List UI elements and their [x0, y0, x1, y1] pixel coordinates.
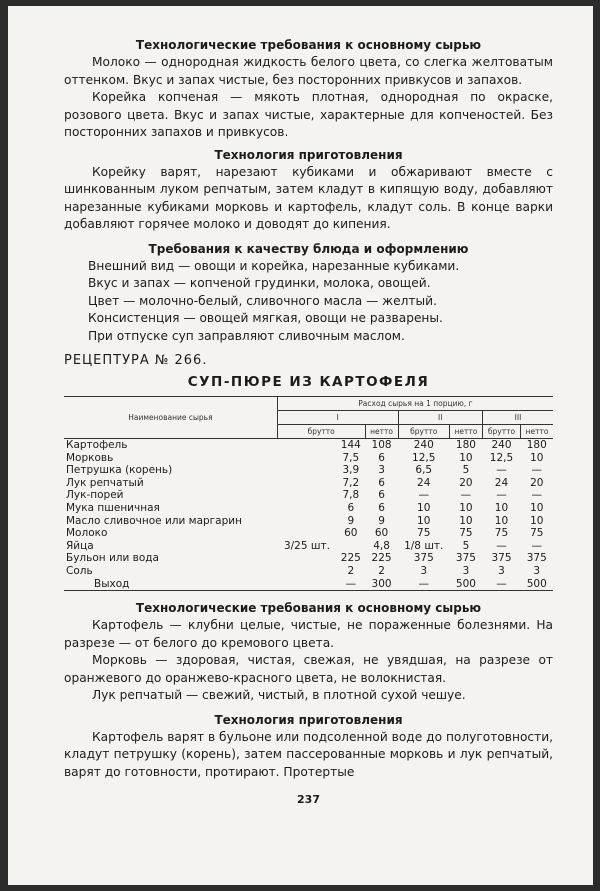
cell-value	[337, 540, 366, 553]
cell-value: 24	[494, 476, 509, 489]
sub-header: брутто	[277, 425, 365, 439]
cell-value: 6	[378, 489, 385, 502]
sub-header: брутто	[482, 425, 520, 439]
table-row	[64, 552, 553, 565]
cell-value: 3	[420, 564, 428, 577]
cell-value: 3	[533, 564, 541, 577]
yield-row	[64, 578, 553, 591]
section-heading: Технология приготовления	[214, 712, 403, 727]
cell-value: 1/8 шт.	[404, 539, 444, 552]
book-page	[8, 6, 593, 885]
ingredient-qty-note	[277, 527, 336, 540]
table-row	[64, 452, 553, 465]
cell-value: 75	[459, 527, 473, 540]
table-row	[64, 540, 553, 553]
sub-header: нетто	[449, 425, 482, 439]
cell-value: 375	[455, 552, 476, 565]
quality-line: Консистенция — овощей мягкая, овощи не разварены.	[88, 311, 443, 325]
cell-value: 20	[530, 476, 544, 489]
quality-line: При отпуске суп заправляют сливочным маслом.	[88, 328, 405, 343]
cell-value: 75	[417, 527, 431, 540]
quality-line: Вкус и запах — копченой грудинки, молока, овощей.	[88, 276, 431, 290]
section-heading: Требования к качеству блюда и оформлению	[148, 241, 469, 256]
yield-value: —	[496, 577, 507, 590]
table-row	[64, 502, 553, 515]
yield-value: 300	[371, 577, 392, 590]
cell-value: 3	[462, 564, 470, 577]
cell-value: 75	[530, 527, 544, 540]
group-header: Расход сырья на 1 порцию, г	[277, 397, 553, 411]
cell-value: 5	[462, 464, 470, 477]
cell-value: 10	[459, 451, 473, 464]
portion-header: II	[398, 411, 482, 425]
ingredient-qty-note	[277, 515, 336, 528]
cell-value: 3	[498, 564, 505, 577]
ingredient-name: Лук-порей	[66, 489, 124, 502]
ingredient-qty-note	[277, 502, 336, 515]
yield-value: —	[345, 577, 357, 590]
cell-value: 75	[494, 527, 509, 540]
table-row	[64, 527, 553, 540]
cell-value: 6	[347, 501, 355, 514]
ingredient-name: Соль	[66, 564, 93, 577]
sub-header: брутто	[398, 425, 449, 439]
cell-value: —	[496, 464, 507, 477]
cell-value: 9	[347, 514, 355, 527]
cell-value: 375	[413, 552, 434, 565]
cell-value: 10	[530, 514, 544, 527]
section-heading: Технология приготовления	[214, 147, 403, 162]
paragraph: Корейку варят, нарезают кубиками и обжаривают вместе с шинкованным луком репчатым, затем кладут в кипящую воду, добавляют нарезанные кубиками морковь и картофель, кладут соль. В конце варки добавляют горячее молоко и доводят до кипения.	[64, 164, 553, 231]
cell-value: —	[418, 489, 429, 502]
cell-value: 108	[371, 439, 392, 451]
cell-value: —	[531, 539, 543, 552]
table-row	[64, 477, 553, 490]
cell-value: 10	[417, 501, 431, 514]
paragraph: Лук репчатый — свежий, чистый, в плотной сухой чешуе.	[92, 688, 466, 703]
cell-value: 10	[459, 501, 473, 514]
portion-header: I	[277, 411, 398, 425]
cell-value: 240	[491, 439, 512, 451]
section-heading: Технологические требования к основному сырью	[135, 38, 482, 52]
cell-value: —	[531, 489, 543, 502]
cell-value: 180	[526, 439, 547, 451]
paragraph: Морковь — здоровая, чистая, свежая, не увядшая, на разрезе от оранжевого до оранжево-красного цвета, не волокнистая.	[64, 653, 553, 685]
yield-value: —	[418, 577, 429, 590]
ingredients-body	[64, 439, 553, 591]
yield-value: 500	[455, 577, 476, 590]
empty-cell	[277, 578, 336, 591]
portion-header: III	[482, 411, 553, 425]
cell-value: 2	[347, 564, 355, 577]
cell-value: 2	[378, 564, 385, 577]
cell-value: 375	[491, 552, 512, 565]
cell-value: 60	[344, 527, 358, 540]
ingredient-name: Мука пшеничная	[66, 501, 160, 514]
paragraph: Корейка копченая — мякоть плотная, однородная по окраске, розового цвета. Вкус и запах чистые, характерные для копченостей. Без посторонних запахов и привкусов.	[64, 90, 553, 139]
cell-value: 225	[340, 552, 361, 565]
ingredient-name: Петрушка (корень)	[66, 464, 173, 477]
ingredient-qty-note	[277, 565, 336, 578]
cell-value: 20	[459, 476, 473, 489]
cell-value: 180	[455, 439, 476, 451]
ingredient-qty-note	[277, 452, 336, 465]
cell-value: 144	[340, 439, 361, 451]
ingredient-name: Картофель	[66, 439, 128, 451]
section-heading: Технологические требования к основному сырью	[135, 601, 482, 616]
cell-value: 6	[378, 501, 385, 514]
cell-value: 10	[417, 514, 431, 527]
cell-value: 7,2	[342, 476, 360, 489]
table-row	[64, 464, 553, 477]
ingredient-qty-note: 3/25 шт.	[283, 539, 330, 552]
cell-value: 240	[413, 439, 434, 451]
sub-header: нетто	[365, 425, 398, 439]
cell-value: 10	[530, 501, 544, 514]
cell-value: 9	[378, 514, 385, 527]
cell-value: 5	[462, 539, 470, 552]
cell-value: 6	[378, 451, 385, 464]
cell-value: 7,5	[342, 451, 360, 464]
ingredient-name: Бульон или вода	[66, 552, 159, 565]
cell-value: 12,5	[489, 451, 514, 464]
cell-value: 10	[459, 514, 473, 527]
table-row	[64, 565, 553, 578]
cell-value: 10	[530, 451, 544, 464]
page-number: 237	[297, 793, 320, 807]
ingredient-qty-note	[277, 552, 336, 565]
cell-value: 225	[371, 552, 392, 565]
yield-value: 500	[526, 577, 547, 590]
cell-value: 60	[374, 527, 389, 540]
ingredient-name: Молоко	[66, 527, 108, 540]
cell-value: —	[496, 539, 507, 552]
ingredient-qty-note	[277, 477, 336, 490]
table-row	[64, 489, 553, 502]
paragraph: Картофель варят в бульоне или подсоленной воде до полуготовности, кладут петрушку (корень), затем пассерованные морковь и лук репчатый, варят до готовности, протирают. Протертые	[64, 729, 553, 779]
cell-value: 3,9	[342, 464, 360, 477]
paragraph: Картофель — клубни целые, чистые, не пораженные болезнями. На разрезе — от белого до кремового цвета.	[64, 618, 553, 650]
paragraph: Молоко — однородная жидкость белого цвета, со слегка желтоватым оттенком. Вкус и запах чистые, без посторонних привкусов и запахов.	[64, 55, 553, 87]
cell-value: 7,8	[342, 489, 360, 502]
quality-line: Внешний вид — овощи и корейка, нарезанные кубиками.	[88, 258, 460, 273]
ingredient-name: Масло сливочное или маргарин	[66, 514, 242, 527]
cell-value: 24	[417, 476, 431, 489]
ingredients-table	[64, 396, 553, 591]
ingredient-name: Яйца	[66, 539, 94, 552]
cell-value: 4,8	[373, 539, 390, 552]
cell-value: 6,5	[415, 464, 433, 477]
ingredient-qty-note	[277, 439, 336, 452]
cell-value: 12,5	[412, 451, 436, 464]
cell-value: —	[496, 489, 507, 502]
cell-value: 10	[494, 514, 509, 527]
dish-title: СУП-ПЮРЕ ИЗ КАРТОФЕЛЯ	[187, 374, 430, 390]
yield-label: Выход	[94, 577, 130, 590]
ingredient-qty-note	[277, 489, 336, 502]
cell-value: —	[531, 464, 543, 477]
cell-value: 6	[378, 476, 385, 489]
ingredient-qty-note	[277, 464, 336, 477]
table-row	[64, 439, 553, 452]
recipe-number: РЕЦЕПТУРА № 266.	[64, 353, 208, 368]
quality-line: Цвет — молочно-белый, сливочного масла — желтый.	[88, 293, 437, 308]
cell-value: 375	[526, 552, 547, 565]
sub-header: нетто	[521, 425, 553, 439]
col-name-header: Наименование сырья	[64, 397, 277, 439]
cell-value: 10	[494, 501, 509, 514]
cell-value: —	[460, 489, 472, 502]
cell-value: 3	[378, 464, 385, 477]
ingredient-name: Морковь	[66, 451, 114, 464]
table-row	[64, 515, 553, 528]
ingredient-name: Лук репчатый	[66, 476, 144, 489]
